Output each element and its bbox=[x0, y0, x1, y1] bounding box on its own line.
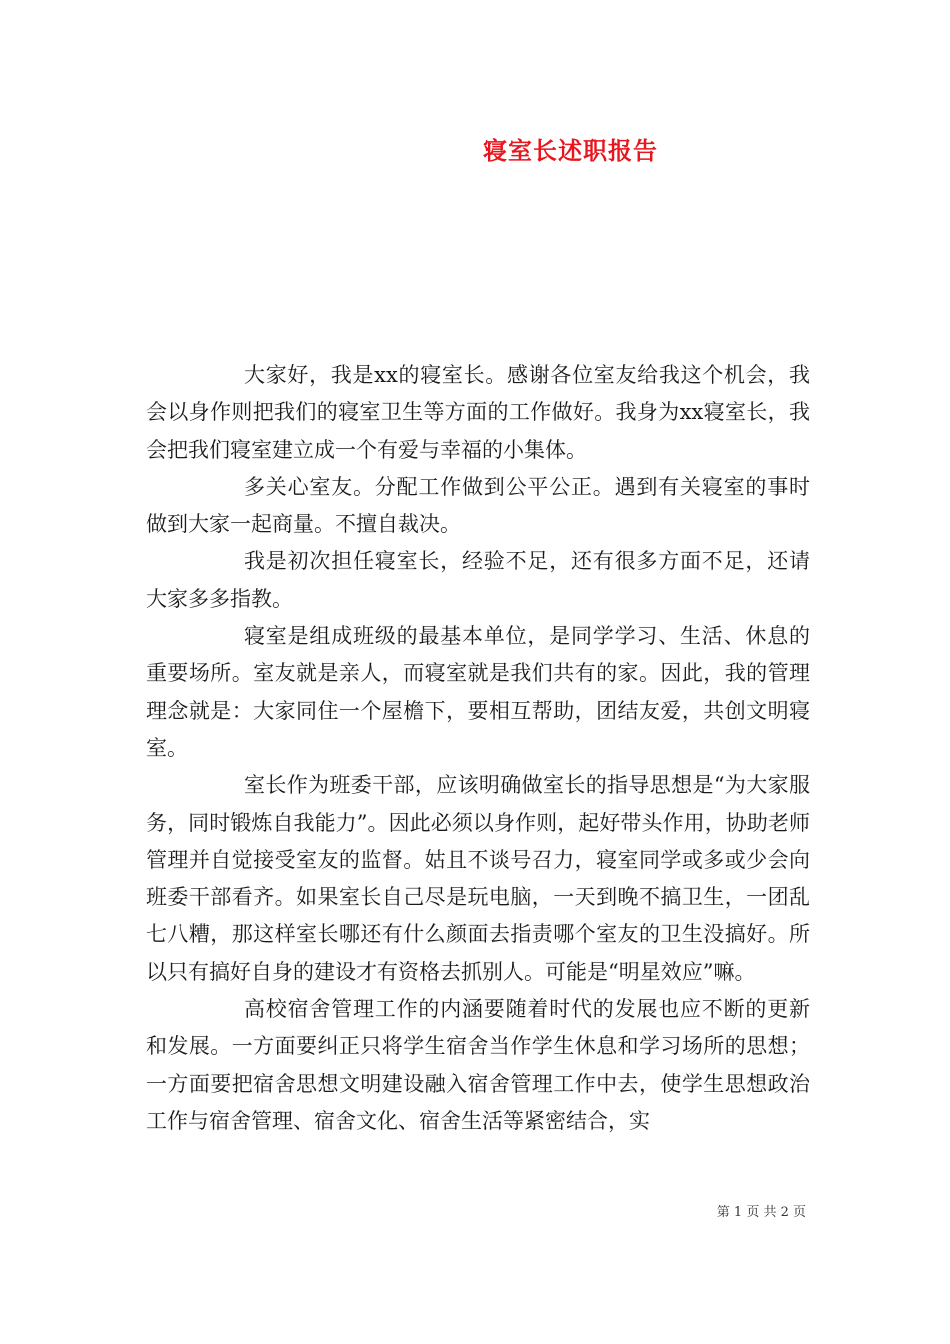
page-number-footer: 第 1 页 共 2 页 bbox=[716, 1205, 806, 1220]
document-body bbox=[146, 357, 810, 1140]
paragraph-1: 大家好，我是xx的寝室长。感谢各位室友给我这个机会，我会以身作则把我们的寝室卫生等方面的工作做好。我身为xx寝室长，我会把我们寝室建立成一个有爱与幸福的小集体。 bbox=[146, 363, 810, 462]
paragraph-3: 我是初次担任寝室长，经验不足，还有很多方面不足，还请大家多多指教。 bbox=[146, 549, 810, 611]
paragraph-4: 寝室是组成班级的最基本单位，是同学学习、生活、休息的重要场所。室友就是亲人，而寝室就是我们共有的家。因此，我的管理理念就是：大家同住一个屋檐下，要相互帮助，团结友爱，共创文明寝室。 bbox=[146, 624, 810, 760]
document-title: 寝室长述职报告 bbox=[483, 136, 658, 165]
paragraph-6: 高校宿舍管理工作的内涵要随着时代的发展也应不断的更新和发展。一方面要纠正只将学生宿舍当作学生休息和学习场所的思想；一方面要把宿舍思想文明建设融入宿舍管理工作中去，使学生思想政治工作与宿舍管理、宿舍文化、宿舍生活等紧密结合，实 bbox=[146, 997, 810, 1133]
paragraph-2: 多关心室友。分配工作做到公平公正。遇到有关寝室的事时做到大家一起商量。不擅自裁决。 bbox=[146, 474, 810, 537]
paragraph-5: 室长作为班委干部，应该明确做室长的指导思想是“为大家服务，同时锻炼自我能力”。因此必须以身作则，起好带头作用，协助老师管理并自觉接受室友的监督。姑且不谈号召力，寝室同学或多或少会向班委干部看齐。如果室长自己尽是玩电脑，一天到晚不搞卫生，一团乱七八糟，那这样室长哪还有什么颜面去指责哪个室友的卫生没搞好。所以只有搞好自身的建设才有资格去抓别人。可能是“明星效应”嘛。 bbox=[146, 773, 810, 984]
